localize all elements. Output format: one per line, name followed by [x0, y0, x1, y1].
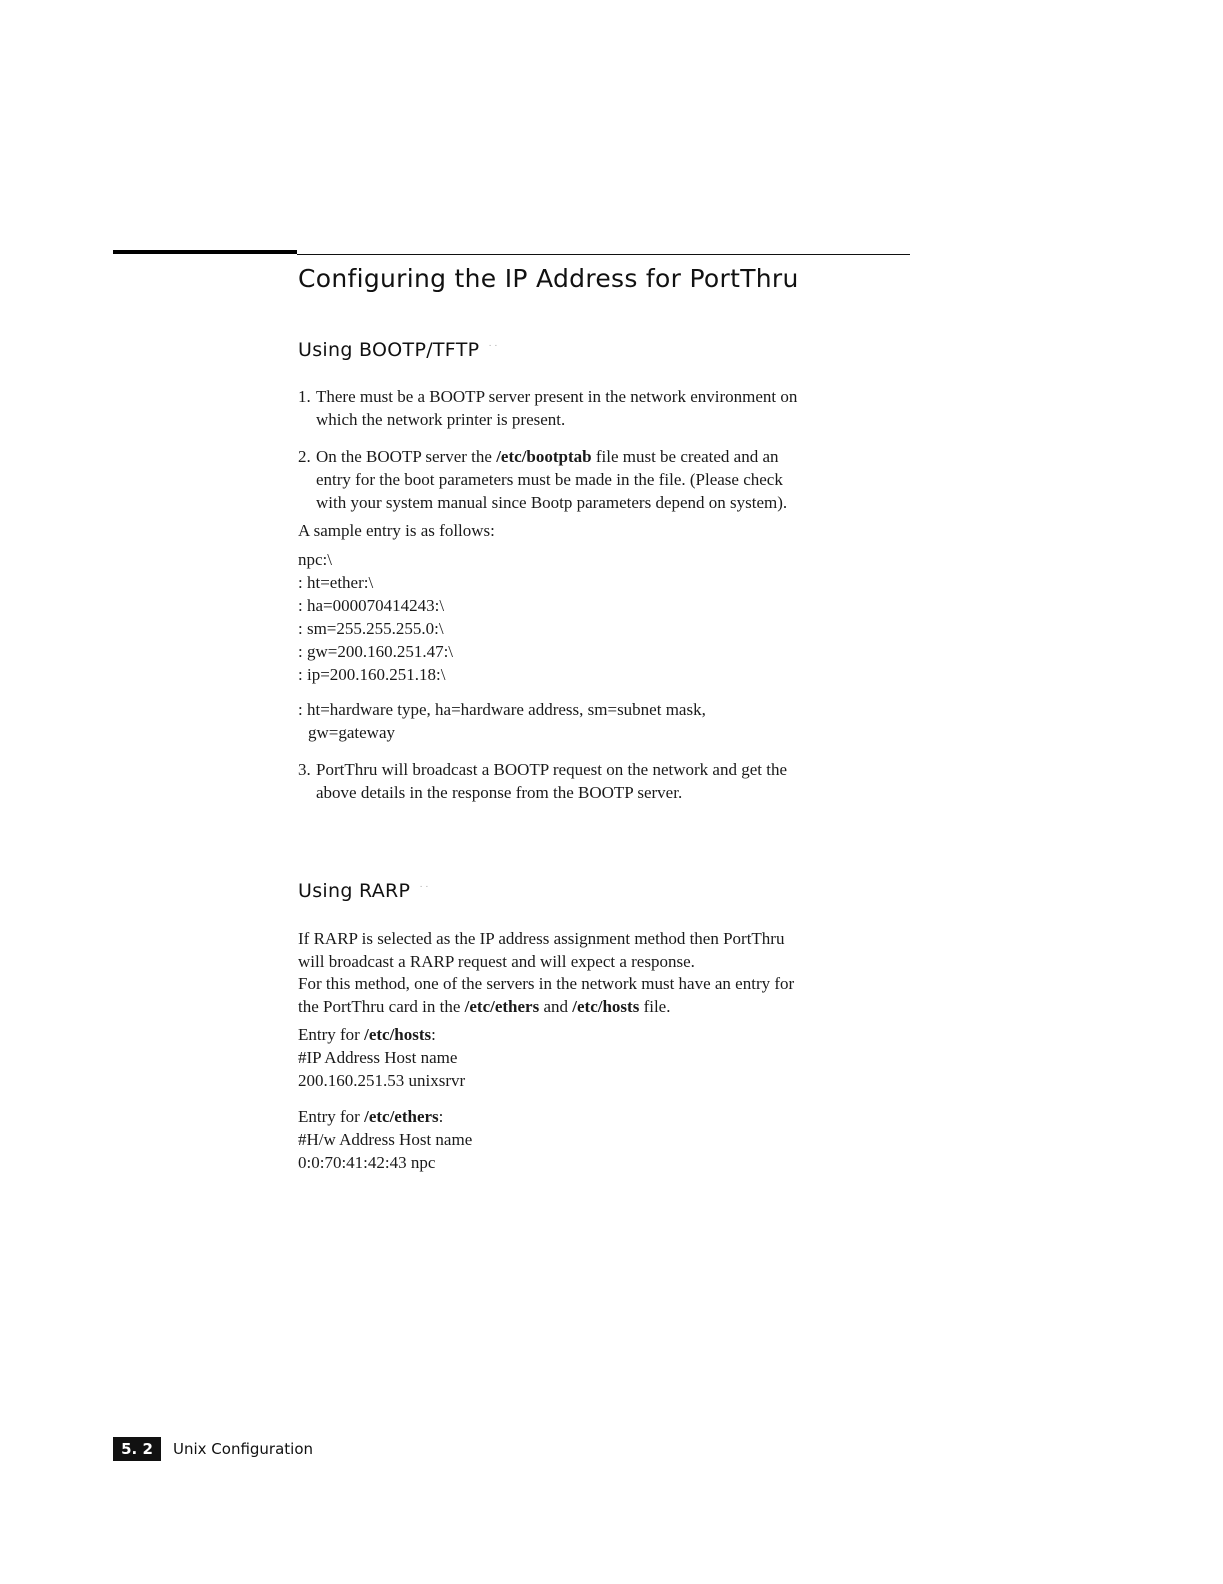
sample-entry-line: : sm=255.255.255.0:\ — [298, 619, 444, 638]
scan-speck-decoration: ˙˙ — [418, 884, 430, 897]
footer-section-label: Unix Configuration — [173, 1440, 314, 1458]
entry-heading-text: : — [438, 1107, 444, 1126]
section-heading-bootp-text: Using BOOTP/TFTP — [298, 339, 480, 361]
sample-entry-line: : ha=000070414243:\ — [298, 596, 445, 615]
paragraph-text: file. — [639, 997, 671, 1016]
page-title: Configuring the IP Address for PortThru — [298, 264, 799, 293]
section-heading-rarp — [298, 878, 430, 904]
legend-line: : ht=hardware type, ha=hardware address, sm=subnet mask, — [298, 700, 706, 719]
entry-heading — [298, 1105, 472, 1128]
scan-speck-decoration: ˙˙ — [487, 343, 499, 356]
step-text: which the network printer is present. — [316, 410, 566, 429]
legend-line: gw=gateway — [308, 723, 396, 742]
paragraph-text: the PortThru card in the — [298, 997, 465, 1016]
step-number: 3. — [298, 760, 311, 779]
entry-heading-text: : — [431, 1025, 436, 1044]
file-path: /etc/ethers — [364, 1107, 439, 1126]
step-number: 2. — [298, 447, 311, 466]
step-text: entry for the boot parameters must be made in the file. (Please check — [316, 470, 783, 489]
page-number-badge: 5. 2 — [113, 1437, 161, 1461]
paragraph-line — [298, 995, 794, 1018]
sample-entry-line: : gw=200.160.251.47:\ — [298, 642, 454, 661]
entry-heading-text: Entry for — [298, 1025, 365, 1044]
step-text: above details in the response from the BOOTP server. — [316, 783, 683, 802]
section-heading-rarp-text: Using RARP — [298, 880, 411, 902]
paragraph-line: For this method, one of the servers in the network must have an entry for — [298, 974, 795, 993]
paragraph-line: will broadcast a RARP request and will expect a response. — [298, 952, 695, 971]
file-path: /etc/hosts — [572, 997, 640, 1016]
sample-entry-line: npc:\ — [298, 550, 332, 569]
step-text: with your system manual since Bootp parameters depend on system). — [316, 493, 788, 512]
entry-line: 200.160.251.53 unixsrvr — [298, 1071, 466, 1090]
file-path: /etc/bootptab — [496, 447, 592, 466]
list-item-step-2 — [298, 445, 787, 514]
file-path: /etc/ethers — [464, 997, 540, 1016]
step-text: There must be a BOOTP server present in the network environment on — [316, 387, 798, 406]
sample-entry-line: : ip=200.160.251.18:\ — [298, 665, 446, 684]
entry-heading-text: Entry for — [298, 1107, 365, 1126]
file-path: /etc/hosts — [364, 1025, 432, 1044]
list-item-step-1 — [298, 385, 797, 431]
step-text: file must be created and an — [591, 447, 779, 466]
parameter-legend — [298, 698, 706, 744]
step-text: PortThru will broadcast a BOOTP request on the network and get the — [316, 760, 788, 779]
entry-line: #H/w Address Host name — [298, 1130, 473, 1149]
step-text: On the BOOTP server the — [316, 447, 497, 466]
paragraph-line: If RARP is selected as the IP address assignment method then PortThru — [298, 929, 785, 948]
entry-line: 0:0:70:41:42:43 npc — [298, 1153, 436, 1172]
step-number: 1. — [298, 387, 311, 406]
sample-entry-line: : ht=ether:\ — [298, 573, 374, 592]
entry-line: #IP Address Host name — [298, 1048, 458, 1067]
rarp-paragraph-1 — [298, 927, 784, 973]
entry-heading — [298, 1023, 465, 1046]
paragraph-text: and — [539, 997, 573, 1016]
sample-entry-block — [298, 548, 453, 686]
ethers-entry-block — [298, 1105, 472, 1174]
rarp-paragraph-2 — [298, 972, 794, 1018]
list-item-step-3 — [298, 758, 787, 804]
hosts-entry-block — [298, 1023, 465, 1092]
header-rule — [297, 254, 910, 255]
section-heading-bootp — [298, 337, 499, 363]
header-rule-thick — [113, 250, 297, 254]
sample-intro: A sample entry is as follows: — [298, 521, 495, 540]
